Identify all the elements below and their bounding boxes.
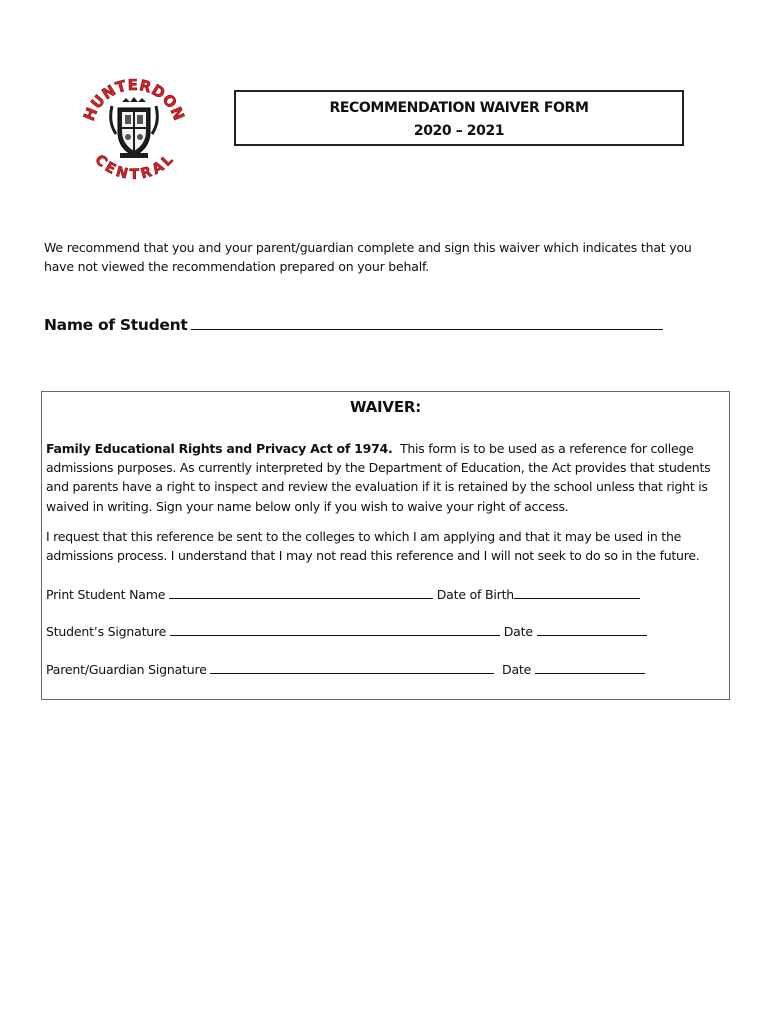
print-name-label: Print Student Name bbox=[46, 587, 166, 602]
student-date-label: Date bbox=[503, 624, 533, 639]
ferpa-paragraph bbox=[46, 439, 722, 516]
name-of-student-field[interactable] bbox=[191, 315, 663, 330]
waiver-title: WAIVER: bbox=[349, 398, 422, 416]
parent-date-field[interactable] bbox=[535, 661, 645, 674]
form-title-box bbox=[234, 90, 684, 146]
date-of-birth-label: Date of Birth bbox=[436, 587, 515, 602]
logo-text-bottom: CENTRAL bbox=[91, 151, 177, 182]
parent-date-label: Date bbox=[502, 662, 532, 677]
logo-text-top: HUNTERDON bbox=[79, 75, 189, 124]
intro-text: We recommend that you and your parent/guardian complete and sign this waiver which indicates that you have not viewed the recommendation prepared on your behalf. bbox=[44, 240, 692, 274]
ferpa-heading: Family Educational Rights and Privacy Act of 1974. bbox=[46, 441, 393, 456]
student-date-field[interactable] bbox=[537, 623, 647, 636]
ferpa-text: This form is to be used as a reference for college admissions purposes. As currently interpreted by the Department of Education, the Act provides that students and parents have a right to inspect and review the evaluation if it is retained by the school unless that right is waived in writing. Sign your name below only if you wish to waive your right of access. bbox=[46, 441, 711, 514]
student-signature-row bbox=[46, 623, 647, 639]
form-title: RECOMMENDATION WAIVER FORM bbox=[329, 100, 589, 116]
student-signature-label: Student’s Signature bbox=[46, 624, 167, 639]
date-of-birth-field[interactable] bbox=[514, 586, 640, 599]
form-year: 2020 – 2021 bbox=[413, 123, 505, 139]
parent-signature-field[interactable] bbox=[210, 661, 494, 674]
student-signature-field[interactable] bbox=[170, 623, 500, 636]
print-name-field[interactable] bbox=[169, 586, 433, 599]
print-name-row bbox=[46, 586, 640, 602]
parent-signature-row bbox=[46, 661, 645, 677]
name-of-student-row bbox=[44, 315, 663, 334]
name-of-student-label: Name of Student bbox=[44, 316, 188, 334]
request-paragraph: I request that this reference be sent to the colleges to which I am applying and that it may be used in the admissions process. I understand that I may not read this reference and I will not seek to do so in the future. bbox=[46, 529, 700, 564]
school-crest-icon bbox=[111, 97, 158, 158]
parent-signature-label: Parent/Guardian Signature bbox=[46, 662, 207, 677]
school-logo bbox=[78, 70, 190, 182]
waiver-section bbox=[41, 391, 730, 700]
